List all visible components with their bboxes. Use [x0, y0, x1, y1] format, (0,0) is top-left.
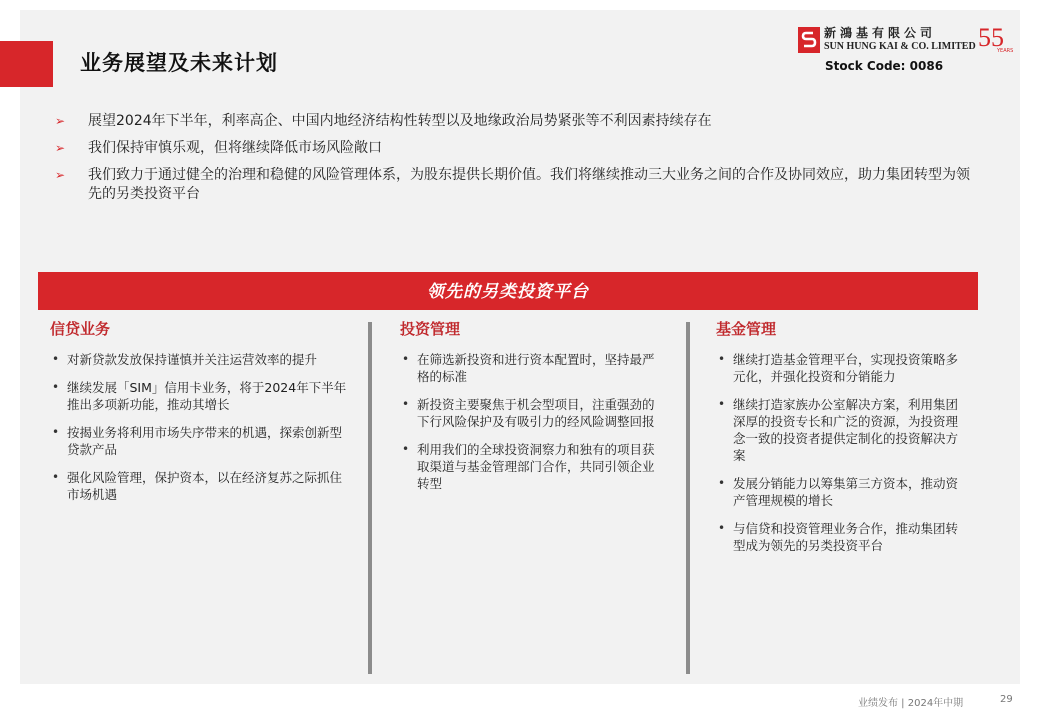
list-item: • 对新贷款发放保持谨慎并关注运营效率的提升 [50, 351, 350, 368]
outlook-bullet-text: 展望2024年下半年，利率高企、中国内地经济结构性转型以及地缘政治局势紧张等不利因素持续存在 [88, 113, 712, 129]
outlook-bullet [55, 139, 975, 158]
column-list [50, 351, 350, 503]
list-item: • 在筛选新投资和进行资本配置时，坚持最严格的标准 [400, 351, 665, 385]
column-title: 基金管理 [716, 320, 777, 338]
shk-logo-icon [798, 27, 820, 53]
outlook-bullet-text: 我们保持审慎乐观，但将继续降低市场风险敞口 [88, 140, 382, 156]
list-item: • 继续打造家族办公室解决方案，利用集团深厚的投资专长和广泛的资源，为投资理念一致的投资者提供定制化的投资解决方案 [716, 396, 968, 464]
column-divider [686, 322, 690, 674]
outlook-bullet [55, 112, 975, 131]
list-item: • 按揭业务将利用市场失序带来的机遇，探索创新型贷款产品 [50, 424, 350, 458]
arrow-bullet-icon: ➢ [55, 114, 66, 128]
page-title: 业务展望及未来计划 [80, 51, 278, 75]
list-item: • 新投资主要聚焦于机会型项目，注重强劲的下行风险保护及有吸引力的经风险调整回报 [400, 396, 665, 430]
stock-code: Stock Code: 0086 [825, 59, 944, 73]
list-item: • 继续发展「SIM」信用卡业务，将于2024年下半年推出多项新功能，推动其增长 [50, 379, 350, 413]
page-number: 29 [1000, 694, 1013, 705]
column-title: 投资管理 [400, 320, 461, 338]
column-title: 信贷业务 [50, 320, 111, 338]
outlook-bullet [55, 166, 975, 204]
column-fund [716, 318, 968, 565]
footer-text: 业绩发布 | 2024年中期 [858, 698, 964, 709]
company-logo [798, 23, 1014, 56]
column-investment [400, 318, 665, 503]
outlook-bullets [55, 112, 975, 212]
logo-english-name: SUN HUNG KAI & CO. LIMITED [824, 41, 976, 52]
title-accent-bar [0, 41, 53, 87]
anniversary-sub: YEARS [997, 48, 1014, 54]
list-item: • 与信贷和投资管理业务合作，推动集团转型成为领先的另类投资平台 [716, 520, 968, 554]
arrow-bullet-icon: ➢ [55, 141, 66, 155]
platform-banner: 领先的另类投资平台 [38, 272, 978, 310]
anniversary-mark: 55 [978, 23, 1004, 52]
column-list [400, 351, 665, 492]
column-credit [50, 318, 350, 514]
list-item: • 利用我们的全球投资洞察力和独有的项目获取渠道与基金管理部门合作，共同引领企业转型 [400, 441, 665, 492]
list-item: • 发展分销能力以筹集第三方资本，推动资产管理规模的增长 [716, 475, 968, 509]
column-list [716, 351, 968, 554]
list-item: • 强化风险管理，保护资本，以在经济复苏之际抓住市场机遇 [50, 469, 350, 503]
arrow-bullet-icon: ➢ [55, 168, 66, 182]
logo-chinese-name: 新鴻基有限公司 [824, 26, 937, 40]
column-divider [368, 322, 372, 674]
list-item: • 继续打造基金管理平台，实现投资策略多元化，并强化投资和分销能力 [716, 351, 968, 385]
outlook-bullet-text: 我们致力于通过健全的治理和稳健的风险管理体系，为股东提供长期价值。我们将继续推动三大业务之间的合作及协同效应，助力集团转型为领先的另类投资平台 [88, 167, 970, 202]
